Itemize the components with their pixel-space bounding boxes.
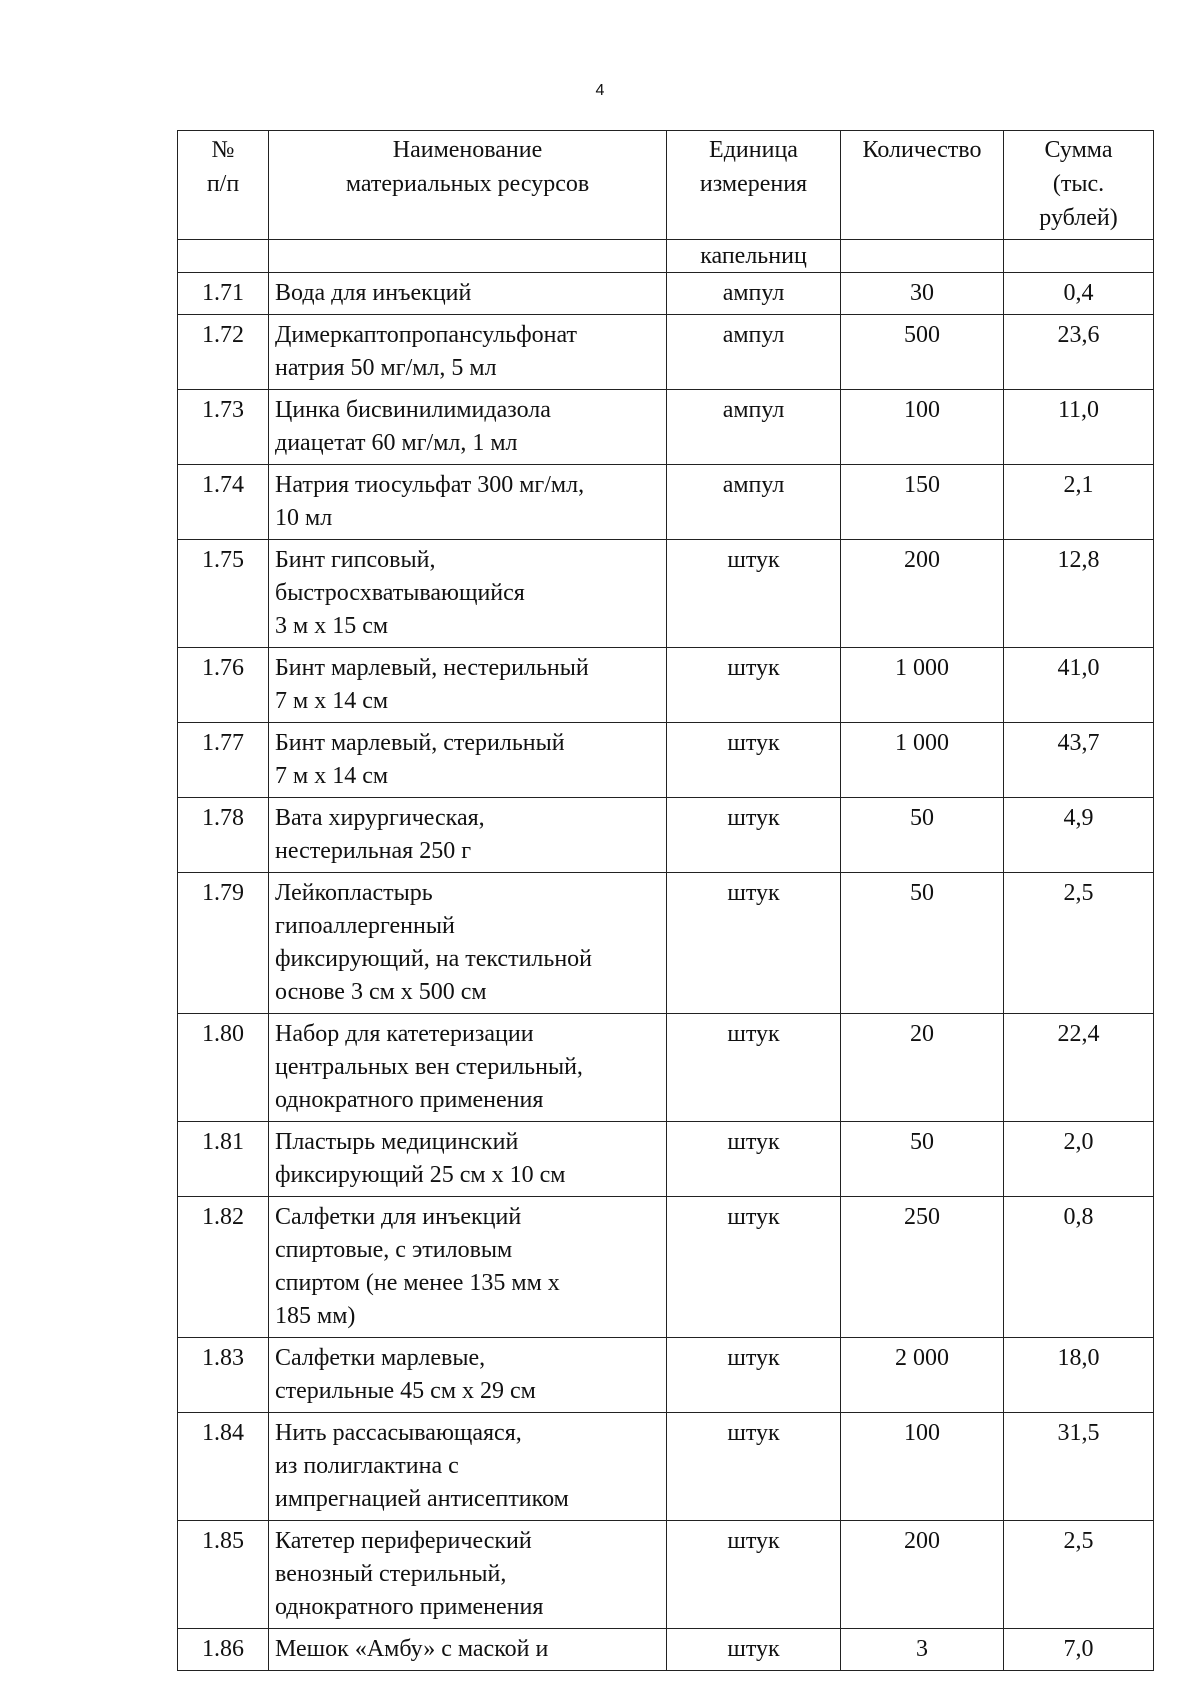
- row-name-line: из полиглактина с: [275, 1453, 459, 1479]
- row-sum: 0,4: [1004, 273, 1154, 315]
- row-name-line: 7 м х 14 см: [275, 688, 389, 714]
- row-name-line: фиксирующий, на текстильной: [275, 946, 593, 972]
- row-name: [269, 1338, 667, 1413]
- row-name-line: натрия 50 мг/мл, 5 мл: [275, 355, 497, 381]
- row-unit: штук: [667, 1629, 841, 1671]
- table-cell: [1004, 240, 1154, 273]
- row-unit: штук: [667, 1014, 841, 1122]
- row-name: [269, 723, 667, 798]
- table-row: [178, 723, 1154, 798]
- row-quantity: 50: [841, 798, 1004, 873]
- row-name-line: Бинт марлевый, стерильный: [275, 730, 565, 756]
- row-sum: 23,6: [1004, 315, 1154, 390]
- row-quantity: 3: [841, 1629, 1004, 1671]
- row-unit: штук: [667, 1413, 841, 1521]
- header-name: [269, 131, 667, 240]
- row-name-line: фиксирующий 25 см х 10 см: [275, 1162, 566, 1188]
- row-name-line: однократного применения: [275, 1594, 544, 1620]
- table-row: [178, 1338, 1154, 1413]
- header-num-line: п/п: [206, 171, 240, 197]
- table-row: [178, 1197, 1154, 1338]
- row-name-line: Набор для катетеризации: [275, 1021, 534, 1047]
- row-sum: 2,5: [1004, 873, 1154, 1014]
- header-num: [178, 131, 269, 240]
- row-number: 1.80: [178, 1014, 269, 1122]
- table-row: [178, 540, 1154, 648]
- header-unit-line: измерения: [699, 171, 808, 197]
- header-name-line: материальных ресурсов: [345, 171, 590, 197]
- header-sum-line: (тыс.: [1052, 171, 1105, 197]
- header-unit: [667, 131, 841, 240]
- row-number: 1.78: [178, 798, 269, 873]
- table-row: [178, 315, 1154, 390]
- row-name-line: венозный стерильный,: [275, 1561, 507, 1587]
- row-name-line: основе 3 см х 500 см: [275, 979, 487, 1005]
- table-row: [178, 1014, 1154, 1122]
- table-row: [178, 1629, 1154, 1671]
- table-row: [178, 390, 1154, 465]
- row-name-line: Цинка бисвинилимидазола: [275, 397, 551, 423]
- row-name: [269, 540, 667, 648]
- row-name-line: Лейкопластырь: [275, 880, 433, 906]
- row-name: [269, 465, 667, 540]
- row-name: [269, 648, 667, 723]
- header-sum-line: рублей): [1039, 205, 1118, 231]
- table-row: [178, 1122, 1154, 1197]
- row-quantity: 500: [841, 315, 1004, 390]
- row-sum: 11,0: [1004, 390, 1154, 465]
- row-sum: 31,5: [1004, 1413, 1154, 1521]
- row-number: 1.73: [178, 390, 269, 465]
- row-number: 1.71: [178, 273, 269, 315]
- continuation-unit: капельниц: [667, 240, 841, 273]
- row-name: [269, 1413, 667, 1521]
- row-number: 1.85: [178, 1521, 269, 1629]
- row-name: [269, 1122, 667, 1197]
- row-unit: штук: [667, 540, 841, 648]
- continuation-row: [178, 240, 1154, 273]
- row-quantity: 30: [841, 273, 1004, 315]
- table-row: [178, 465, 1154, 540]
- row-unit: штук: [667, 1197, 841, 1338]
- row-quantity: 150: [841, 465, 1004, 540]
- row-name-line: 10 мл: [275, 505, 333, 531]
- row-quantity: 2 000: [841, 1338, 1004, 1413]
- row-number: 1.83: [178, 1338, 269, 1413]
- row-sum: 41,0: [1004, 648, 1154, 723]
- row-quantity: 200: [841, 1521, 1004, 1629]
- row-number: 1.79: [178, 873, 269, 1014]
- row-name: [269, 273, 667, 315]
- row-name-line: нестерильная 250 г: [275, 838, 472, 864]
- row-quantity: 250: [841, 1197, 1004, 1338]
- row-name: [269, 390, 667, 465]
- row-name: [269, 1197, 667, 1338]
- row-sum: 4,9: [1004, 798, 1154, 873]
- row-number: 1.76: [178, 648, 269, 723]
- row-name: [269, 798, 667, 873]
- header-num-line: №: [211, 137, 235, 163]
- row-sum: 2,0: [1004, 1122, 1154, 1197]
- row-unit: ампул: [667, 315, 841, 390]
- row-name: [269, 873, 667, 1014]
- row-name-line: стерильные 45 см х 29 см: [275, 1378, 536, 1404]
- row-name-line: Натрия тиосульфат 300 мг/мл,: [275, 472, 585, 498]
- header-unit-line: Единица: [709, 137, 798, 163]
- table-row: [178, 648, 1154, 723]
- row-quantity: 1 000: [841, 723, 1004, 798]
- table-cell: [178, 240, 269, 273]
- row-quantity: 50: [841, 1122, 1004, 1197]
- row-name: [269, 1629, 667, 1671]
- row-number: 1.82: [178, 1197, 269, 1338]
- row-number: 1.74: [178, 465, 269, 540]
- row-unit: ампул: [667, 390, 841, 465]
- table-row: [178, 798, 1154, 873]
- row-sum: 12,8: [1004, 540, 1154, 648]
- row-name-line: 3 м х 15 см: [275, 613, 389, 639]
- header-sum-line: Сумма: [1044, 137, 1113, 163]
- row-name-line: Нить рассасывающаяся,: [275, 1420, 522, 1446]
- row-name-line: центральных вен стерильный,: [275, 1054, 583, 1080]
- header-name-line: Наименование: [392, 137, 543, 163]
- row-name: [269, 1014, 667, 1122]
- row-name-line: диацетат 60 мг/мл, 1 мл: [275, 430, 518, 456]
- row-name-line: Бинт марлевый, нестерильный: [275, 655, 589, 681]
- table-row: [178, 1413, 1154, 1521]
- row-quantity: 20: [841, 1014, 1004, 1122]
- row-name-line: однократного применения: [275, 1087, 544, 1113]
- row-quantity: 100: [841, 390, 1004, 465]
- row-name-line: спиртовые, с этиловым: [275, 1237, 513, 1263]
- row-name: [269, 1521, 667, 1629]
- header-sum: [1004, 131, 1154, 240]
- row-name-line: Салфетки марлевые,: [275, 1345, 486, 1371]
- materials-table: [177, 130, 1154, 1671]
- row-name-line: Пластырь медицинский: [275, 1129, 519, 1155]
- table-row: [178, 873, 1154, 1014]
- table-cell: [269, 240, 667, 273]
- row-unit: штук: [667, 1521, 841, 1629]
- row-quantity: 100: [841, 1413, 1004, 1521]
- row-sum: 2,1: [1004, 465, 1154, 540]
- header-qty-line: Количество: [862, 137, 982, 163]
- row-quantity: 200: [841, 540, 1004, 648]
- row-name-line: Вода для инъекций: [275, 280, 472, 306]
- row-name: [269, 315, 667, 390]
- table-row: [178, 273, 1154, 315]
- row-sum: 7,0: [1004, 1629, 1154, 1671]
- row-name-line: Мешок «Амбу» с маской и: [275, 1636, 549, 1662]
- row-name-line: 7 м х 14 см: [275, 763, 389, 789]
- page-number: 4: [595, 82, 605, 99]
- row-name-line: импрегнацией антисептиком: [275, 1486, 569, 1512]
- header-row: [178, 131, 1154, 240]
- row-name-line: Катетер периферический: [275, 1528, 532, 1554]
- row-name-line: Бинт гипсовый,: [275, 547, 436, 573]
- row-sum: 0,8: [1004, 1197, 1154, 1338]
- row-name-line: Димеркаптопропансульфонат: [275, 322, 578, 348]
- row-sum: 43,7: [1004, 723, 1154, 798]
- table-cell: [841, 240, 1004, 273]
- row-number: 1.77: [178, 723, 269, 798]
- row-number: 1.86: [178, 1629, 269, 1671]
- row-sum: 22,4: [1004, 1014, 1154, 1122]
- row-unit: штук: [667, 723, 841, 798]
- row-name-line: спиртом (не менее 135 мм х: [275, 1270, 560, 1296]
- row-number: 1.81: [178, 1122, 269, 1197]
- row-name-line: быстросхватывающийся: [275, 580, 525, 606]
- row-unit: штук: [667, 873, 841, 1014]
- row-number: 1.72: [178, 315, 269, 390]
- row-unit: ампул: [667, 465, 841, 540]
- table-row: [178, 1521, 1154, 1629]
- row-name-line: Вата хирургическая,: [275, 805, 485, 831]
- row-number: 1.84: [178, 1413, 269, 1521]
- row-sum: 18,0: [1004, 1338, 1154, 1413]
- header-qty: [841, 131, 1004, 240]
- row-name-line: гипоаллергенный: [275, 913, 455, 939]
- row-quantity: 1 000: [841, 648, 1004, 723]
- row-sum: 2,5: [1004, 1521, 1154, 1629]
- row-unit: ампул: [667, 273, 841, 315]
- row-name-line: Салфетки для инъекций: [275, 1204, 522, 1230]
- row-quantity: 50: [841, 873, 1004, 1014]
- row-unit: штук: [667, 798, 841, 873]
- row-unit: штук: [667, 1338, 841, 1413]
- row-unit: штук: [667, 1122, 841, 1197]
- row-unit: штук: [667, 648, 841, 723]
- row-number: 1.75: [178, 540, 269, 648]
- row-name-line: 185 мм): [275, 1303, 356, 1329]
